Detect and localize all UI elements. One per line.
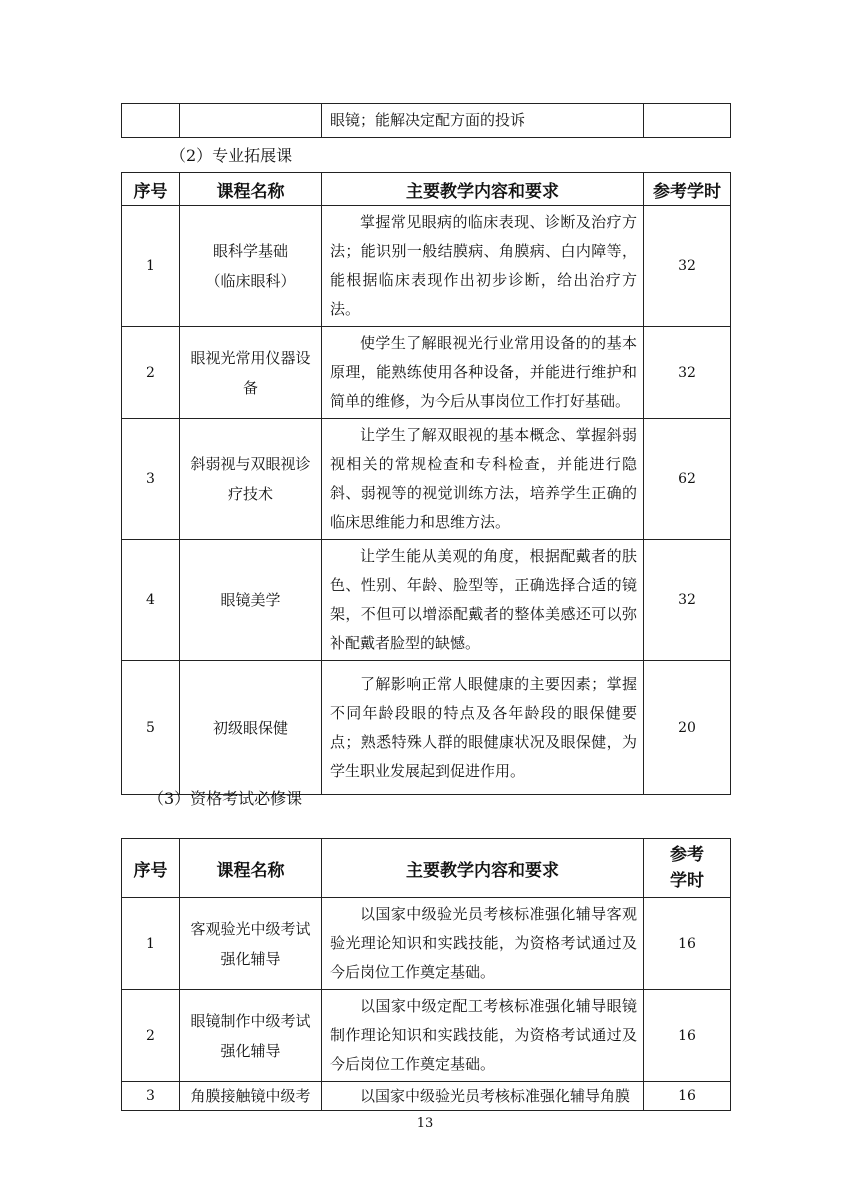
cell-name: 斜弱视与双眼视诊疗技术 — [180, 419, 322, 540]
header-index: 序号 — [122, 173, 180, 206]
cell-hours: 32 — [644, 206, 731, 327]
cell-content: 以国家中级验光员考核标准强化辅导角膜 — [322, 1082, 644, 1111]
cell-index: 1 — [122, 898, 180, 990]
cell-content: 使学生了解眼视光行业常用设备的的基本原理，能熟练使用各种设备，并能进行维护和简单的维修，为今后从事岗位工作打好基础。 — [322, 327, 644, 419]
table-row — [122, 540, 731, 661]
cell-hours: 16 — [644, 898, 731, 990]
table-row — [122, 990, 731, 1082]
header-name: 课程名称 — [180, 173, 322, 206]
section-title: （3）资格考试必修课 — [148, 789, 303, 808]
cell-index: 5 — [122, 661, 180, 795]
table-header-row — [122, 839, 731, 898]
extension-courses-table — [121, 172, 731, 795]
cell-name: 眼科学基础 （临床眼科） — [180, 206, 322, 327]
section-title: （2）专业拓展课 — [170, 146, 293, 165]
cell-index: 3 — [122, 419, 180, 540]
table-row — [122, 419, 731, 540]
cell-index: 2 — [122, 990, 180, 1082]
table-row — [122, 661, 731, 795]
header-hours: 参考 学时 — [644, 839, 731, 898]
header-content: 主要教学内容和要求 — [322, 839, 644, 898]
cell-index: 1 — [122, 206, 180, 327]
header-index: 序号 — [122, 839, 180, 898]
cell-hours: 16 — [644, 1082, 731, 1111]
cell-content: 了解影响正常人眼健康的主要因素；掌握不同年龄段眼的特点及各年龄段的眼保健要点；熟悉特殊人群的眼健康状况及眼保健，为学生职业发展起到促进作用。 — [322, 661, 644, 795]
cell-hours: 32 — [644, 540, 731, 661]
table-row — [122, 206, 731, 327]
cell-content: 以国家中级定配工考核标准强化辅导眼镜制作理论知识和实践技能，为资格考试通过及今后岗位工作奠定基础。 — [322, 990, 644, 1082]
cell-hours — [644, 104, 731, 138]
cell-name: 客观验光中级考试强化辅导 — [180, 898, 322, 990]
cell-name: 眼视光常用仪器设备 — [180, 327, 322, 419]
cell-hours: 20 — [644, 661, 731, 795]
header-name: 课程名称 — [180, 839, 322, 898]
table-row — [122, 1082, 731, 1111]
cell-name — [180, 104, 322, 138]
cell-hours: 62 — [644, 419, 731, 540]
page-number: 13 — [416, 1116, 434, 1131]
cell-name: 眼镜制作中级考试强化辅导 — [180, 990, 322, 1082]
cell-index: 3 — [122, 1082, 180, 1111]
cell-name: 眼镜美学 — [180, 540, 322, 661]
cell-hours: 16 — [644, 990, 731, 1082]
cell-content: 让学生了解双眼视的基本概念、掌握斜弱视相关的常规检查和专科检查，并能进行隐斜、弱视等的视觉训练方法，培养学生正确的临床思维能力和思维方法。 — [322, 419, 644, 540]
table-row — [122, 898, 731, 990]
qualification-courses-table — [121, 838, 731, 1111]
cell-hours: 32 — [644, 327, 731, 419]
continuation-table — [121, 103, 731, 138]
cell-name: 初级眼保健 — [180, 661, 322, 795]
cell-index — [122, 104, 180, 138]
cell-name: 角膜接触镜中级考 — [180, 1082, 322, 1111]
header-content: 主要教学内容和要求 — [322, 173, 644, 206]
cell-content: 掌握常见眼病的临床表现、诊断及治疗方法；能识别一般结膜病、角膜病、白内障等，能根据临床表现作出初步诊断，给出治疗方法。 — [322, 206, 644, 327]
cell-content: 眼镜；能解决定配方面的投诉 — [322, 104, 644, 138]
cell-index: 4 — [122, 540, 180, 661]
table-row — [122, 327, 731, 419]
table-header-row — [122, 173, 731, 206]
header-hours: 参考学时 — [644, 173, 731, 206]
cell-index: 2 — [122, 327, 180, 419]
cell-content: 让学生能从美观的角度，根据配戴者的肤色、性别、年龄、脸型等，正确选择合适的镜架，不但可以增添配戴者的整体美感还可以弥补配戴者脸型的缺憾。 — [322, 540, 644, 661]
cell-content: 以国家中级验光员考核标准强化辅导客观验光理论知识和实践技能，为资格考试通过及今后岗位工作奠定基础。 — [322, 898, 644, 990]
table-row — [122, 104, 731, 138]
